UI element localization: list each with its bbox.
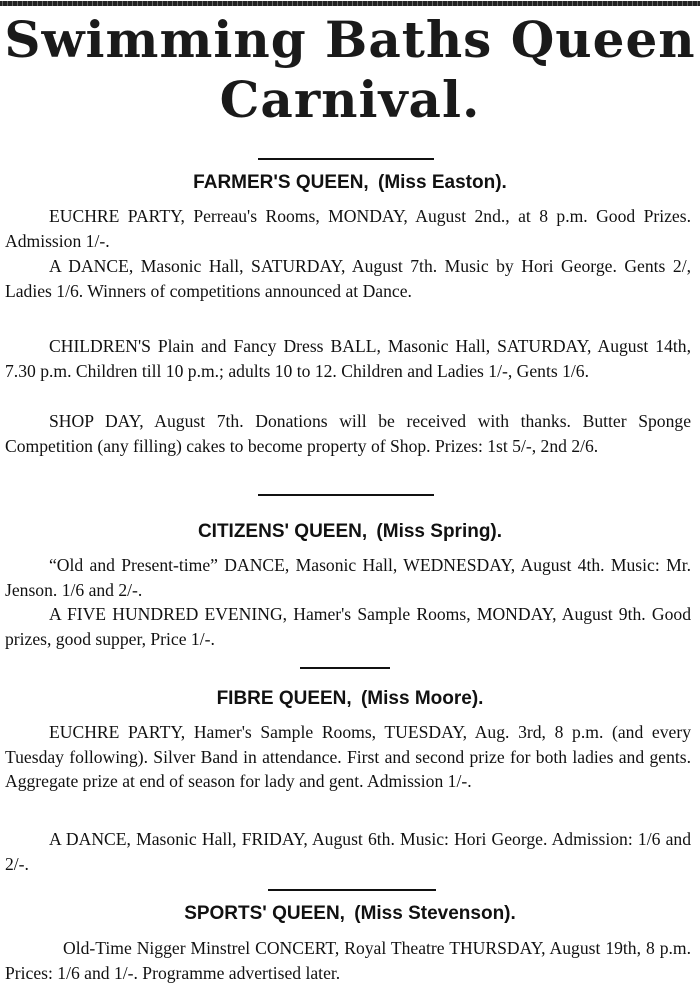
candidate-name: (Miss Spring). xyxy=(376,521,503,542)
notice-paragraph: A FIVE HUNDRED EVENING, Hamer's Sample Rooms, MONDAY, August 9th. Good prizes, good supper, Price 1/-. xyxy=(5,604,691,649)
title-line-2: Carnival. xyxy=(219,70,481,129)
queen-name: CITIZENS' QUEEN, xyxy=(197,521,368,542)
notice-paragraph: “Old and Present-time” DANCE, Masonic Hall, WEDNESDAY, August 4th. Music: Mr. Jenson. 1/6 and 2/-. xyxy=(5,555,691,600)
queen-name: FIBRE QUEEN, xyxy=(216,688,352,709)
queen-name: FARMER'S QUEEN, xyxy=(193,172,369,193)
notice-paragraph: SHOP DAY, August 7th. Donations will be received with thanks. Butter Sponge Competition (any filling) cakes to become property of Shop. Prizes: 1st 5/-, 2nd 2/6. xyxy=(5,411,691,456)
notice-paragraph: A DANCE, Masonic Hall, SATURDAY, August 7th. Music by Hori George. Gents 2/, Ladies 1/6. Winners of competitions announced at Dance. xyxy=(5,256,691,301)
candidate-name: (Miss Moore). xyxy=(360,688,484,709)
top-border-rule xyxy=(0,1,700,6)
section-divider xyxy=(268,889,436,891)
notice-paragraph: EUCHRE PARTY, Hamer's Sample Rooms, TUESDAY, Aug. 3rd, 8 p.m. (and every Tuesday following). Silver Band in attendance. First and second prize for both ladies and gents. Aggregate prize at end of season for lady and gent. Admission 1/-. xyxy=(5,722,691,792)
section-divider xyxy=(300,667,390,669)
section-divider xyxy=(258,158,434,160)
section-heading-citizens xyxy=(0,521,700,543)
section-divider xyxy=(258,494,434,496)
section-heading-fibre xyxy=(0,688,700,710)
section-heading-farmers xyxy=(0,172,700,194)
page-title xyxy=(0,10,700,130)
notice-paragraph: EUCHRE PARTY, Perreau's Rooms, MONDAY, August 2nd., at 8 p.m. Good Prizes. Admission 1/-. xyxy=(5,206,691,251)
title-line-1: Swimming Baths Queen xyxy=(4,10,696,69)
section-heading-sports xyxy=(0,903,700,925)
candidate-name: (Miss Easton). xyxy=(378,172,507,193)
notice-paragraph: A DANCE, Masonic Hall, FRIDAY, August 6th. Music: Hori George. Admission: 1/6 and 2/-. xyxy=(5,829,691,874)
candidate-name: (Miss Stevenson). xyxy=(354,903,516,924)
queen-name: SPORTS' QUEEN, xyxy=(184,903,345,924)
notice-paragraph: CHILDREN'S Plain and Fancy Dress BALL, Masonic Hall, SATURDAY, August 14th, 7.30 p.m. Children till 10 p.m.; adults 10 to 12. Children and Ladies 1/-, Gents 1/6. xyxy=(5,336,691,381)
notice-paragraph: Old-Time Nigger Minstrel CONCERT, Royal Theatre THURSDAY, August 19th, 8 p.m. Prices: 1/6 and 1/-. Programme advertised later. xyxy=(5,938,691,983)
